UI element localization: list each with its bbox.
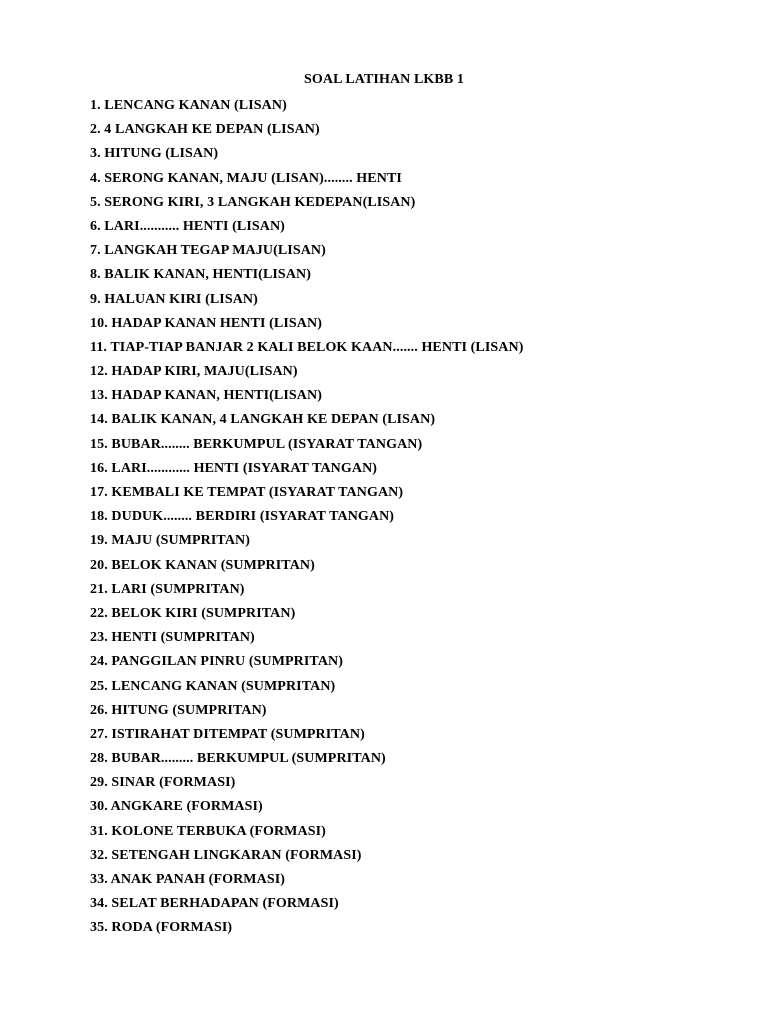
list-item: 3. HITUNG (LISAN): [90, 146, 219, 162]
list-item: 7. LANGKAH TEGAP MAJU(LISAN): [90, 243, 326, 259]
list-item: 21. LARI (SUMPRITAN): [90, 581, 245, 597]
list-item: 15. BUBAR........ BERKUMPUL (ISYARAT TANGAN): [90, 436, 423, 452]
list-item: 14. BALIK KANAN, 4 LANGKAH KE DEPAN (LISAN): [90, 412, 436, 428]
list-item: 19. MAJU (SUMPRITAN): [90, 533, 250, 549]
list-item: 23. HENTI (SUMPRITAN): [90, 630, 255, 646]
list-item: 2. 4 LANGKAH KE DEPAN (LISAN): [90, 122, 320, 138]
list-item: 33. ANAK PANAH (FORMASI): [90, 872, 286, 887]
list-item: 27. ISTIRAHAT DITEMPAT (SUMPRITAN): [90, 726, 365, 742]
list-item: 17. KEMBALI KE TEMPAT (ISYARAT TANGAN): [90, 485, 404, 500]
list-item: 11. TIAP-TIAP BANJAR 2 KALI BELOK KAAN....... HENTI (LISAN): [90, 339, 524, 355]
list-item: 5. SERONG KIRI, 3 LANGKAH KEDEPAN(LISAN): [90, 194, 416, 210]
list-item: 6. LARI........... HENTI (LISAN): [90, 218, 285, 234]
list-item: 20. BELOK KANAN (SUMPRITAN): [90, 557, 315, 573]
list-item: 29. SINAR (FORMASI): [90, 775, 236, 791]
exercise-list: [90, 94, 523, 941]
list-item: 10. HADAP KANAN HENTI (LISAN): [90, 315, 322, 331]
list-item: 1. LENCANG KANAN (LISAN): [90, 98, 287, 113]
list-item: 32. SETENGAH LINGKARAN (FORMASI): [90, 847, 362, 863]
list-item: 26. HITUNG (SUMPRITAN): [90, 702, 267, 718]
list-item: 12. HADAP KIRI, MAJU(LISAN): [90, 364, 298, 380]
list-item: 16. LARI............ HENTI (ISYARAT TANGAN): [90, 460, 378, 476]
list-item: 35. RODA (FORMASI): [90, 920, 233, 936]
list-item: 18. DUDUK........ BERDIRI (ISYARAT TANGAN): [90, 509, 395, 525]
list-item: 34. SELAT BERHADAPAN (FORMASI): [90, 896, 339, 912]
list-item: 4. SERONG KANAN, MAJU (LISAN)........ HENTI: [90, 170, 402, 186]
list-item: 28. BUBAR......... BERKUMPUL (SUMPRITAN): [90, 751, 386, 767]
list-item: 13. HADAP KANAN, HENTI(LISAN): [90, 388, 322, 404]
list-item: 22. BELOK KIRI (SUMPRITAN): [90, 605, 296, 621]
list-item: 25. LENCANG KANAN (SUMPRITAN): [90, 678, 336, 694]
list-item: 9. HALUAN KIRI (LISAN): [90, 291, 258, 307]
list-item: 31. KOLONE TERBUKA (FORMASI): [90, 823, 326, 839]
list-item: 24. PANGGILAN PINRU (SUMPRITAN): [90, 654, 344, 670]
list-item: 30. ANGKARE (FORMASI): [90, 799, 263, 815]
document-title: SOAL LATIHAN LKBB 1: [304, 72, 464, 87]
list-item: 8. BALIK KANAN, HENTI(LISAN): [90, 267, 311, 283]
